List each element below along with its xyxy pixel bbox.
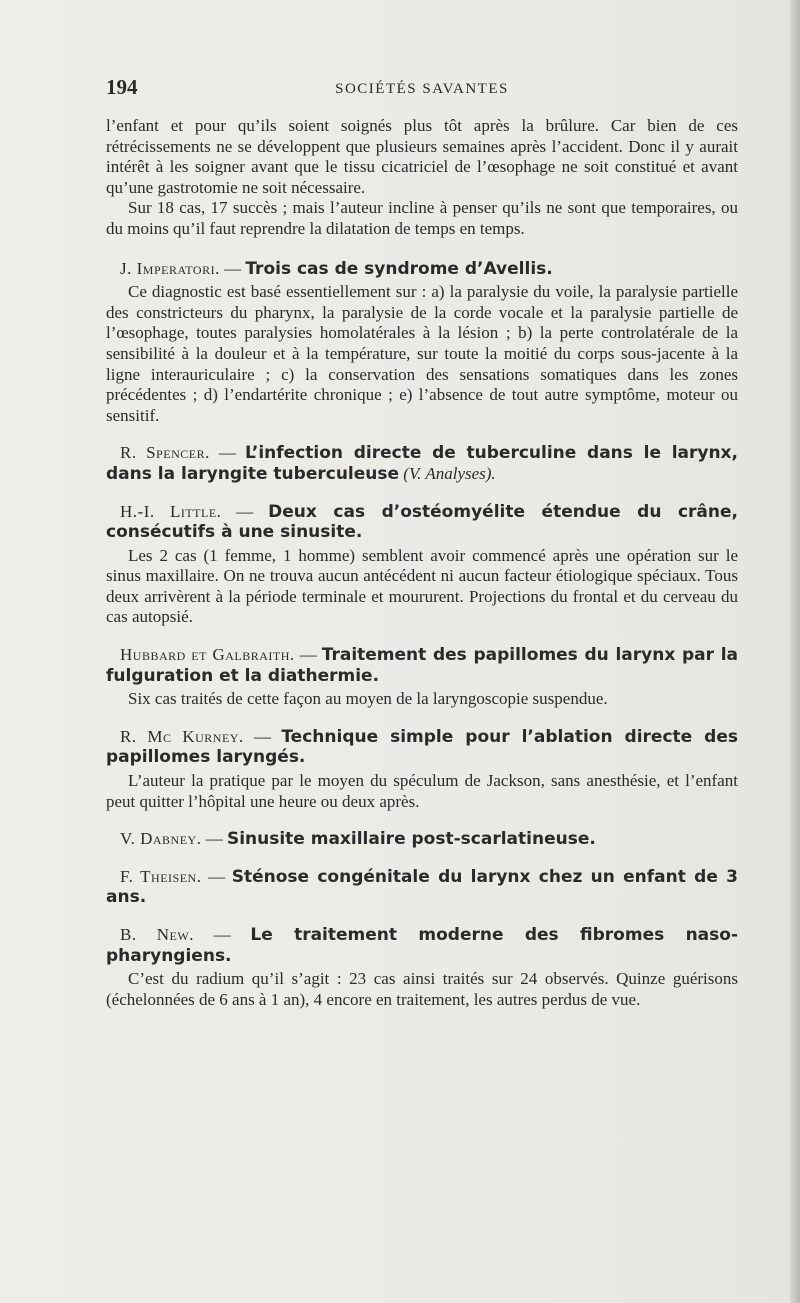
- entry-spencer: [106, 443, 738, 484]
- entry-author: R. Mc Kurney.: [120, 726, 244, 746]
- entry-title: Sténose congénitale du larynx chez un enfant de 3 ans.: [106, 866, 738, 908]
- entry-author: R. Spencer.: [120, 443, 210, 463]
- entry-dabney: [106, 829, 738, 850]
- dash-separator: —: [294, 645, 322, 665]
- dash-separator: —: [209, 443, 245, 463]
- entry-heading: [106, 645, 738, 686]
- intro-paragraph-1: l’enfant et pour qu’ils soient soignés plus tôt après la brûlure. Car bien de ces rétrécissements ne se développent que plusieurs semaines après l’accident. Donc il y aurait intérêt à les soigner avant que le tissu cicatriciel de l’œsophage ne soit constitué et avant qu’une gastrotomie ne soit nécessaire.: [106, 116, 738, 197]
- entry-reference: (V. Analyses).: [403, 463, 496, 483]
- intro-paragraph-2: Sur 18 cas, 17 succès ; mais l’auteur incline à penser qu’ils ne sont que temporaires, ou du moins qu’il faut reprendre la dilatation de temps en temps.: [106, 198, 738, 238]
- entry-theisen: [106, 867, 738, 908]
- entry-body: C’est du radium qu’il s’agit : 23 cas ainsi traités sur 24 observés. Quinze guérisons (échelonnées de 6 ans à 1 an), 4 encore en traitement, les autres perdus de vue.: [106, 969, 738, 1009]
- entry-heading: [106, 502, 738, 543]
- entry-body: Les 2 cas (1 femme, 1 homme) semblent avoir commencé après une opération sur le sinus maxillaire. On ne trouva aucun antécédent ni aucun facteur étiologique spéciaux. Tous deux arrivèrent à la période terminale et moururent. Projections du frontal et du cerveau du cas autopsié.: [106, 545, 738, 627]
- entry-heading: [106, 829, 738, 850]
- entry-body: Six cas traités de cette façon au moyen de la laryngoscopie suspendue.: [128, 689, 608, 709]
- entry-title: Technique simple pour l’ablation directe des papillomes laryngés.: [106, 726, 738, 768]
- entry-title: Sinusite maxillaire post-scarlatineuse.: [226, 829, 596, 850]
- entry-new: [106, 925, 738, 1010]
- entry-author: B. New.: [120, 925, 194, 944]
- entry-heading: [106, 259, 738, 280]
- entry-title: Deux cas d’ostéomyélite étendue du crâne, consécutifs à une sinusite.: [106, 501, 738, 543]
- entry-author: H.-I. Little.: [120, 501, 222, 521]
- entry-author: Hubbard et Galbraith.: [120, 645, 295, 665]
- dash-separator: —: [193, 925, 251, 944]
- entry-author: F. Theisen.: [120, 866, 202, 886]
- page-edge-shadow: [790, 0, 800, 1303]
- entry-little: [106, 502, 738, 629]
- entry-title: Trois cas de syndrome d’Avellis.: [245, 258, 553, 279]
- entry-body: Ce diagnostic est basé essentiellement sur : a) la paralysie du voile, la paralysie partielle des constricteurs du pharynx, la paralysie de la corde vocale et la paralysie partielle de l’œsophage, toutes paralysies homolatérales à la lésion ; b) la perte controlatérale de la sensibilité à la douleur et à la température, sur toute la moitié du corps sous-jacente à la ligne interauriculaire ; c) la conservation des sensations somatiques dans les zones précédentes ; d) l’endartérite chronique ; e) l’absence de tout autre symptôme, moteur ou sensitif.: [106, 282, 738, 425]
- entry-body: L’auteur la pratique par le moyen du spéculum de Jackson, sans anesthésie, et l’enfant peut quitter l’hôpital une heure ou deux après.: [106, 771, 738, 811]
- entry-title: L’infection directe de tuberculine dans le larynx, dans la laryngite tuberculeuse: [106, 443, 738, 484]
- entry-hubbard-galbraith: [106, 645, 738, 710]
- page-number: 194: [106, 75, 138, 99]
- entry-title: Le traitement moderne des fibromes naso-pharyngiens.: [106, 925, 738, 966]
- dash-separator: —: [201, 866, 232, 886]
- entry-heading: [106, 867, 738, 908]
- entry-heading: [106, 925, 738, 966]
- entry-heading: [106, 443, 738, 484]
- page-header: [106, 75, 738, 105]
- dash-separator: —: [219, 258, 246, 278]
- dash-separator: —: [243, 726, 282, 746]
- dash-separator: —: [221, 501, 269, 521]
- entry-author: V. Dabney.: [120, 829, 202, 849]
- article-body: [106, 116, 738, 1010]
- entry-heading: [106, 727, 738, 768]
- entry-author: J. Imperatori.: [120, 258, 220, 278]
- running-title: SOCIÉTÉS SAVANTES: [335, 81, 509, 97]
- entry-title: Traitement des papillomes du larynx par la fulguration et la diathermie.: [106, 645, 738, 686]
- entry-imperatori: [106, 259, 738, 427]
- dash-separator: —: [201, 829, 227, 849]
- entry-mc-kurney: [106, 727, 738, 812]
